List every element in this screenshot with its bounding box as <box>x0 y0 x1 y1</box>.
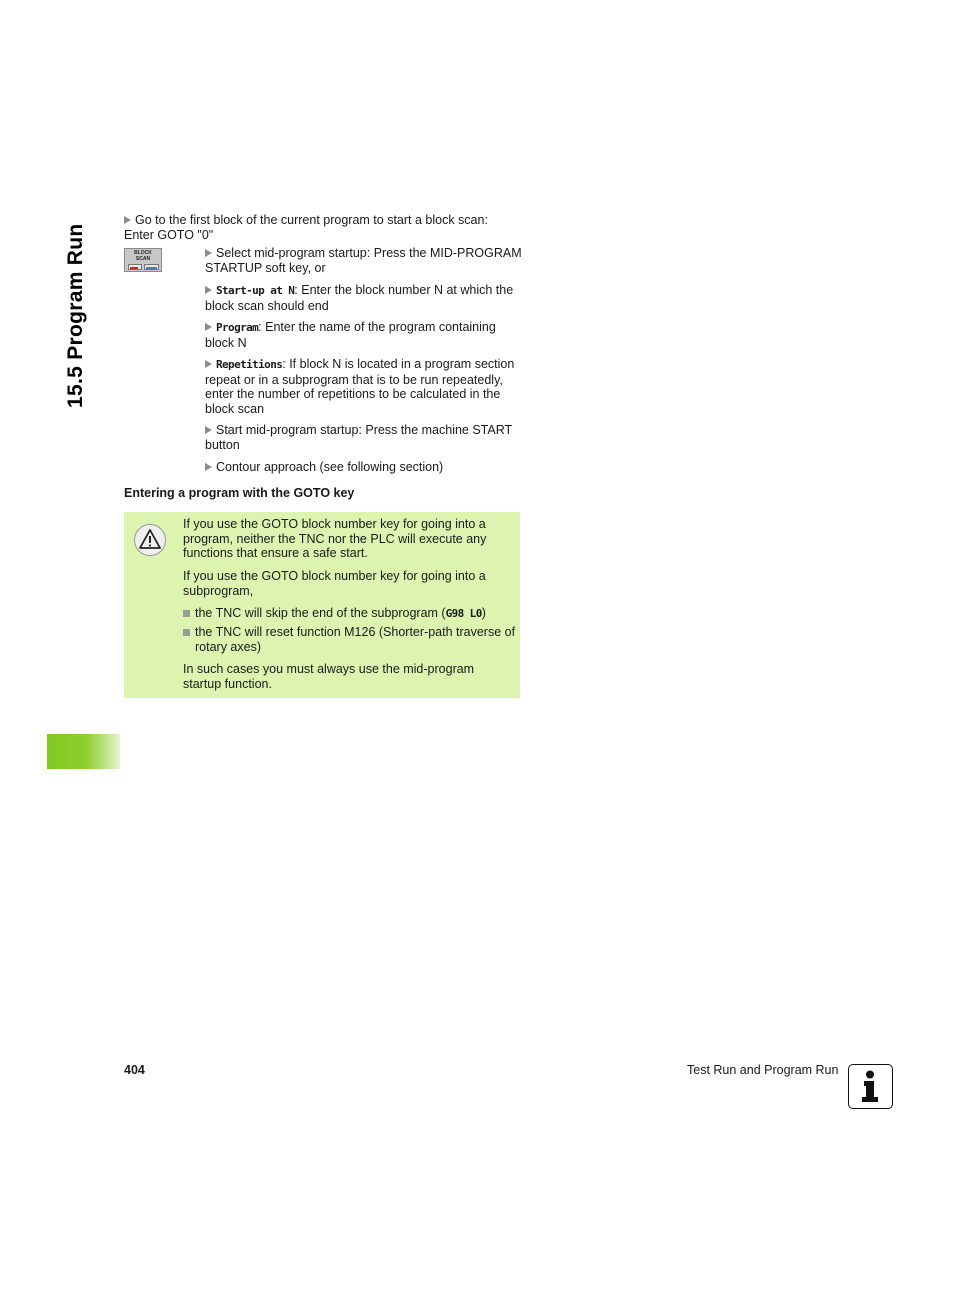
note-bullet-1-text: the TNC will skip the end of the subprogram ( <box>195 606 446 620</box>
note-paragraph-2: If you use the GOTO block number key for going into a subprogram, <box>183 569 486 598</box>
warning-triangle-icon <box>134 524 166 556</box>
step-repetitions <box>205 357 523 416</box>
step-start <box>205 423 523 452</box>
note-bullet-2 <box>183 625 525 654</box>
arrow-icon <box>205 323 212 331</box>
note-paragraph-3: In such cases you must always use the mid-program startup function. <box>183 662 475 691</box>
page-number: 404 <box>124 1063 145 1077</box>
program-code: Program <box>216 321 259 334</box>
arrow-icon <box>205 249 212 257</box>
chapter-tab-marker <box>47 734 120 769</box>
step-select-text: Select mid-program startup: Press the MID-PROGRAM STARTUP soft key, or <box>205 246 522 275</box>
arrow-icon <box>205 360 212 368</box>
info-icon <box>848 1064 893 1109</box>
step-goto-text: Go to the first block of the current program to start a block scan: Enter GOTO "0" <box>124 213 488 242</box>
arrow-icon <box>124 216 131 224</box>
note-bullet-1 <box>183 606 513 622</box>
softkey-label-line-1: BLOCK <box>134 250 152 256</box>
arrow-icon <box>205 463 212 471</box>
arrow-icon <box>205 426 212 434</box>
step-goto <box>124 213 514 242</box>
startup-code: Start-up at N <box>216 284 295 297</box>
repetitions-text: : If block N is located in a program section repeat or in a subprogram that is to be run repeatedly, enter the number of repetitions to be calculated in the block scan <box>205 357 515 416</box>
bullet-square-icon <box>183 610 190 617</box>
step-select <box>205 246 523 275</box>
chapter-side-title: 15.5 Program Run <box>64 223 87 408</box>
note-paragraph-1: If you use the GOTO block number key for going into a program, neither the TNC nor the PLC will execute any functions that ensure a safe start. <box>183 517 487 560</box>
note-bullet-1-code: G98 L0 <box>445 607 482 620</box>
step-program <box>205 320 523 350</box>
startup-text: : Enter the block number N at which the block scan should end <box>205 283 514 313</box>
block-scan-softkey-icon <box>124 248 162 272</box>
repetitions-code: Repetitions <box>216 358 283 371</box>
arrow-icon <box>205 286 212 294</box>
step-contour <box>205 460 523 475</box>
program-text: : Enter the name of the program containing block N <box>205 320 496 350</box>
softkey-label-line-2: SCAN <box>135 255 151 262</box>
footer-chapter-title: Test Run and Program Run <box>687 1063 839 1077</box>
bullet-square-icon <box>183 629 190 636</box>
note-bullet-1-end: ) <box>481 606 486 620</box>
section-heading: Entering a program with the GOTO key <box>124 486 355 500</box>
step-contour-text: Contour approach (see following section) <box>216 460 444 474</box>
note-bullet-2-text: the TNC will reset function M126 (Shorter-path traverse of rotary axes) <box>195 625 516 654</box>
step-startup <box>205 283 523 313</box>
step-start-text: Start mid-program startup: Press the machine START button <box>205 423 512 452</box>
